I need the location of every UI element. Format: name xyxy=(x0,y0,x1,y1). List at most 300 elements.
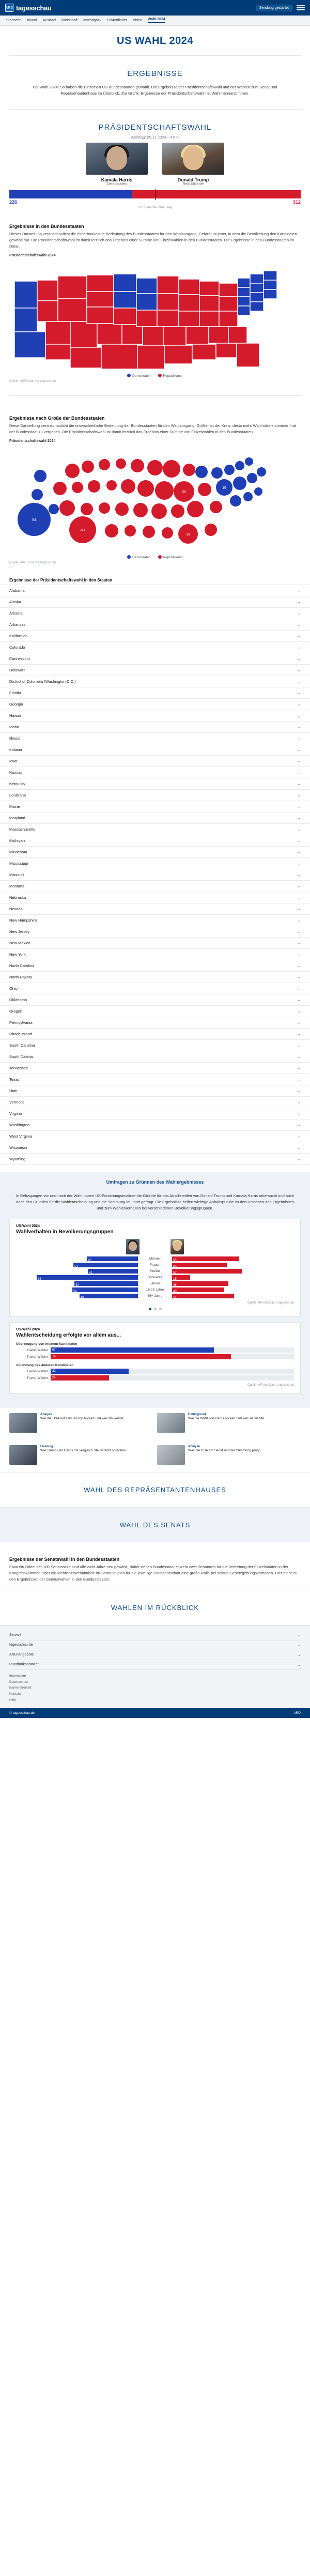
chevron-down-icon: ⌄ xyxy=(297,1054,301,1059)
copyright: © tagesschau.de xyxy=(9,1711,35,1715)
map-section-1 xyxy=(0,209,310,390)
card-headshots xyxy=(16,1239,294,1254)
presidential-subtitle: Wahltag: 05.11.2024 – 48 % xyxy=(131,135,179,140)
state-name: Kalifornien xyxy=(9,634,28,638)
chevron-down-icon: ⌄ xyxy=(297,1123,301,1127)
state-name: New York xyxy=(9,952,26,957)
candidate-party: Demokraten xyxy=(106,182,127,186)
footer-link-barrierefreiheit[interactable]: Barrierefreiheit xyxy=(9,1686,32,1690)
candidate-harris xyxy=(86,143,148,186)
nav-item-video[interactable]: Video xyxy=(133,19,142,22)
teaser-row-1 xyxy=(0,1408,310,1440)
state-accordion-row[interactable] xyxy=(0,994,310,1006)
group-bar-row: 53 Frauen 45 xyxy=(16,1263,294,1267)
state-name: Virginia xyxy=(9,1111,22,1116)
state-name: Massachusetts xyxy=(9,827,36,832)
nav-item-wahl-2024[interactable]: Wahl 2024 xyxy=(148,18,165,23)
state-name: Florida xyxy=(9,691,21,695)
chevron-down-icon: ⌄ xyxy=(297,975,301,979)
state-name: Nevada xyxy=(9,907,23,911)
top-bar-right xyxy=(256,5,305,11)
state-name: Missouri xyxy=(9,872,24,877)
survey-section xyxy=(0,1172,310,1408)
carousel-dot-1[interactable] xyxy=(149,1308,151,1310)
state-name: Connecticut xyxy=(9,656,30,661)
card-source: Quelle: AP VoteCast / tagesschau xyxy=(247,1384,294,1387)
state-accordion-row[interactable] xyxy=(0,1108,310,1120)
chevron-down-icon: ⌄ xyxy=(297,634,301,638)
chevron-down-icon: ⌄ xyxy=(297,736,301,741)
chevron-down-icon: ⌄ xyxy=(297,747,301,752)
state-accordion-row[interactable] xyxy=(0,733,310,744)
nav-item-faktenfinder[interactable]: Faktenfinder xyxy=(107,19,128,22)
chevron-down-icon: ⌄ xyxy=(297,622,301,627)
map-section-2 xyxy=(0,401,310,572)
teaser-item[interactable] xyxy=(9,1413,153,1433)
chevron-down-icon: ⌄ xyxy=(297,929,301,934)
chevron-down-icon: ⌄ xyxy=(297,998,301,1002)
state-name: Maryland xyxy=(9,816,25,820)
footer-link-kontakt[interactable]: Kontakt xyxy=(9,1692,21,1696)
state-name: Pennsylvania xyxy=(9,1020,33,1025)
map2-source: Quelle: AP/Edison via tagesschau xyxy=(9,561,56,564)
intro-text: US-Wahl 2024: So haben die Einzelnen US-Bundesstaaten gewählt. Die Ergebnisse der Präsidentschaftswahl und der Wahlen zum Senat und Repräsentantenhaus im Überblick. Zur Grafik: Ergebnisse der Präsidentschaftswahl mit Wahlmännerstimmen. xyxy=(33,85,277,96)
state-name: New Hampshire xyxy=(9,918,37,923)
results-heading: ERGEBNISSE xyxy=(127,69,183,78)
chevron-down-icon: ⌄ xyxy=(297,895,301,900)
state-name: New Jersey xyxy=(9,929,30,934)
chevron-down-icon: ⌄ xyxy=(297,1032,301,1036)
legend-democrat: Demokraten xyxy=(127,555,150,559)
legend-republican: Republikaner xyxy=(158,374,183,378)
state-name: Nebraska xyxy=(9,895,26,900)
state-accordion-row[interactable] xyxy=(0,687,310,699)
teaser-item[interactable] xyxy=(9,1445,153,1465)
nav-item-ausland[interactable]: Ausland xyxy=(42,19,56,22)
map1-text: Dieses Darstellung veranschaulicht die einfarbunkelnde Bedeutung des Bundesstaaten für den Wahlausgang. Gefärbt ist jener, in dem die Bevölkerung den Kandidaten gewählt hat. Die Präsidentschaftswahl ist damit letztlich das Ergebnis einer Summe von Einzelwahlen in den Bundesstaaten. Die Ergebnisse in den Bundesstaaten im Detail. xyxy=(9,232,297,249)
chevron-down-icon: ⌄ xyxy=(298,1634,301,1637)
footer xyxy=(0,1625,310,1708)
chevron-down-icon: ⌄ xyxy=(297,759,301,763)
chevron-down-icon: ⌄ xyxy=(297,600,301,604)
group-bar-row: 42 Männer 55 xyxy=(16,1256,294,1261)
state-accordion-row[interactable] xyxy=(0,824,310,835)
chevron-down-icon: ⌄ xyxy=(297,702,301,707)
state-accordion-row[interactable] xyxy=(0,744,310,756)
page-title: US WAHL 2024 xyxy=(117,35,193,47)
state-accordion-row[interactable] xyxy=(0,847,310,858)
state-name: Mississippi xyxy=(9,861,28,866)
carousel-dot-2[interactable] xyxy=(154,1308,157,1310)
state-name: Iowa xyxy=(9,759,18,763)
teaser-kicker: Analyse xyxy=(40,1413,53,1416)
chevron-down-icon: ⌄ xyxy=(297,793,301,798)
teaser-text: Wie die USA auf Kurs Trump blicken und wer ihn wählte xyxy=(40,1417,123,1420)
state-name: New Mexico xyxy=(9,941,30,945)
state-name: Hawaii xyxy=(9,713,21,718)
state-name: Arizona xyxy=(9,611,23,616)
us-bubble-map[interactable] xyxy=(9,447,301,553)
bubble-svg xyxy=(9,447,301,553)
ard-logo-icon: ARD xyxy=(5,4,13,12)
state-name: Rhode Island xyxy=(9,1032,33,1036)
footer-link-impressum[interactable]: Impressum xyxy=(9,1674,26,1678)
teaser-image xyxy=(157,1445,185,1465)
state-accordion-row[interactable] xyxy=(0,881,310,892)
electoral-bar-wrap xyxy=(0,188,310,209)
state-accordion-row[interactable] xyxy=(0,722,310,733)
state-accordion-row[interactable] xyxy=(0,619,310,631)
card-title: Wahlverhalten in Bevölkerungsgruppen xyxy=(16,1229,114,1235)
svg-text:30: 30 xyxy=(182,490,186,494)
state-name: Kansas xyxy=(9,770,23,775)
chevron-down-icon: ⌄ xyxy=(297,1043,301,1048)
senate-heading: WAHL DES SENATS xyxy=(0,1507,310,1542)
map1-subheading: Präsidentschaftswahl 2024 xyxy=(9,254,56,257)
legend-democrat: Demokraten xyxy=(127,374,150,378)
chevron-down-icon: ⌄ xyxy=(297,691,301,695)
map1-source: Quelle: AP/Edison via tagesschau xyxy=(9,380,56,383)
electoral-values xyxy=(9,200,301,205)
state-name: Michigan xyxy=(9,838,25,843)
main-nav xyxy=(0,16,310,26)
state-accordion-row[interactable] xyxy=(0,892,310,903)
chevron-down-icon: ⌄ xyxy=(297,1145,301,1150)
chevron-down-icon: ⌄ xyxy=(297,816,301,820)
live-status-chip[interactable]: Sendung gestartet xyxy=(256,5,292,11)
motivation-bar-row: Trump-Wähler 74 xyxy=(16,1354,294,1359)
brand[interactable] xyxy=(5,4,52,12)
teaser-kicker: Analyse xyxy=(188,1445,200,1448)
state-accordion-row[interactable] xyxy=(0,1017,310,1029)
us-choropleth-map[interactable] xyxy=(9,260,301,372)
states-section-title: Ergebnisse der Präsidentschaftswahl in den Staaten xyxy=(9,578,113,582)
state-accordion-row[interactable] xyxy=(0,767,310,778)
card-kicker: US-Wahl 2024 xyxy=(16,1224,40,1228)
state-name: Utah xyxy=(9,1088,18,1093)
presidential-heading: PRÄSIDENTSCHAFTSWAHL xyxy=(98,123,212,132)
menu-icon[interactable] xyxy=(297,5,305,10)
state-accordion-row[interactable] xyxy=(0,1040,310,1051)
chevron-down-icon: ⌄ xyxy=(297,713,301,718)
chevron-down-icon: ⌄ xyxy=(297,872,301,877)
state-name: Wisconsin xyxy=(9,1145,27,1150)
state-name: Ohio xyxy=(9,986,18,991)
state-accordion-row[interactable] xyxy=(0,1063,310,1074)
divider xyxy=(9,109,301,110)
footer-bottom xyxy=(0,1708,310,1718)
divider xyxy=(9,395,301,396)
state-name: Arkansas xyxy=(9,622,26,627)
state-name: Oregon xyxy=(9,1009,23,1014)
face-shape xyxy=(106,146,127,170)
chevron-down-icon: ⌄ xyxy=(297,679,301,684)
map2-subheading: Präsidentschaftswahl 2024 xyxy=(9,439,56,443)
state-name: Vermont xyxy=(9,1100,24,1105)
state-name: West Virginia xyxy=(9,1134,32,1139)
electoral-rep-value: 312 xyxy=(292,200,301,205)
trump-thumb xyxy=(171,1239,184,1254)
state-accordion-row[interactable] xyxy=(0,983,310,994)
group-bar-row: 83 Schwarze 15 xyxy=(16,1275,294,1280)
chevron-down-icon: ⌄ xyxy=(297,656,301,661)
chevron-down-icon: ⌄ xyxy=(297,941,301,945)
group-bar-row: 54 18-29 Jahre 43 xyxy=(16,1287,294,1292)
state-accordion-row[interactable] xyxy=(0,642,310,653)
carousel-dot-3[interactable] xyxy=(159,1308,162,1310)
nav-item-investigativ[interactable]: Investigativ xyxy=(83,19,102,22)
motivation-bar-row: Trump-Wähler 24 xyxy=(16,1375,294,1381)
chevron-down-icon: ⌄ xyxy=(297,884,301,888)
chevron-down-icon: ⌄ xyxy=(297,1077,301,1082)
group-bar-row: 52 Latinos 46 xyxy=(16,1281,294,1286)
state-name: Indiana xyxy=(9,747,22,752)
state-accordion-row[interactable] xyxy=(0,926,310,938)
chevron-down-icon: ⌄ xyxy=(297,1100,301,1105)
group-bar-row: 48 65+ Jahre 51 xyxy=(16,1294,294,1298)
state-accordion-row[interactable] xyxy=(0,778,310,790)
harris-photo xyxy=(86,143,148,175)
majority-note: 270 Stimmen zum Sieg xyxy=(137,206,173,209)
chevron-down-icon: ⌄ xyxy=(297,1020,301,1025)
state-name: South Carolina xyxy=(9,1043,35,1048)
state-name: Illinois xyxy=(9,736,20,741)
teaser-item[interactable] xyxy=(157,1445,301,1465)
state-name: Tennessee xyxy=(9,1066,28,1070)
chevron-down-icon: ⌄ xyxy=(298,1644,301,1647)
state-accordion-row[interactable] xyxy=(0,1029,310,1040)
candidate-row xyxy=(0,140,310,188)
senate-section xyxy=(0,1542,310,1590)
nav-item-wirtschaft[interactable]: Wirtschaft xyxy=(61,19,78,22)
map2-legend xyxy=(9,554,301,559)
footer-item-service[interactable]: Service ⌄ xyxy=(9,1631,301,1640)
divider xyxy=(9,55,301,56)
electoral-bar-republican xyxy=(132,190,301,198)
state-name: North Dakota xyxy=(9,975,33,979)
state-accordion-row[interactable] xyxy=(0,1131,310,1142)
carousel-dots[interactable] xyxy=(16,1305,294,1310)
teaser-image xyxy=(9,1413,37,1433)
motivation-bar-row: Harris-Wähler 67 xyxy=(16,1347,294,1353)
state-accordion-row[interactable] xyxy=(0,960,310,972)
chevron-down-icon: ⌄ xyxy=(298,1663,301,1667)
card-source: Quelle: AP VoteCast / tagesschau xyxy=(247,1301,294,1305)
state-accordion-row[interactable] xyxy=(0,1006,310,1017)
survey-card-groups xyxy=(9,1219,301,1317)
majority-marker xyxy=(155,189,156,200)
state-accordion-row[interactable] xyxy=(0,608,310,619)
state-accordion-row[interactable] xyxy=(0,756,310,767)
nav-item-inland[interactable]: Inland xyxy=(27,19,37,22)
state-name: Delaware xyxy=(9,668,26,672)
state-accordion-row[interactable] xyxy=(0,915,310,926)
state-accordion-row[interactable] xyxy=(0,585,310,596)
state-accordion-row[interactable] xyxy=(0,801,310,812)
state-name: Maine xyxy=(9,804,20,809)
survey-intro: In Befragungen vor und nach der Wahl haben US-Forschungsinstitute die Gründe für das Abschneiden von Donald Trump und Kamala Harris untersucht und auch nach den Gründen für die Wahlentscheidung und die Stimmung im Land gefragt. Die Ergebnisse helfen wichtige Anhaltspunkte zu den Ursachen des Ergebnisses und zum Wählerverhalten bei verschiedenen Bevölkerungsgruppen. xyxy=(16,1193,295,1210)
candidate-party: Republikaner xyxy=(182,182,204,186)
survey-card-motivation xyxy=(9,1322,301,1393)
state-accordion-row[interactable] xyxy=(0,1085,310,1097)
state-name: Louisiana xyxy=(9,793,26,798)
house-heading: WAHL DES REPRÄSENTANTENHAUSES xyxy=(0,1472,310,1507)
chevron-down-icon: ⌄ xyxy=(297,588,301,593)
electoral-bar-democrat xyxy=(9,190,132,198)
chevron-down-icon: ⌄ xyxy=(297,1134,301,1139)
state-accordion-row[interactable] xyxy=(0,938,310,949)
chevron-down-icon: ⌄ xyxy=(297,770,301,775)
state-name: Georgia xyxy=(9,702,23,707)
footer-link-hilfe[interactable]: Hilfe xyxy=(9,1698,17,1702)
state-name: Idaho xyxy=(9,725,19,729)
state-accordion-row[interactable] xyxy=(0,1120,310,1131)
map1-legend xyxy=(9,373,301,378)
state-accordion-row[interactable] xyxy=(0,676,310,687)
state-accordion-row[interactable] xyxy=(0,631,310,642)
candidate-name: Donald Trump xyxy=(177,177,209,182)
legend-republican: Republikaner xyxy=(158,555,183,559)
state-accordion-row[interactable] xyxy=(0,835,310,847)
state-accordion-row[interactable] xyxy=(0,869,310,881)
chevron-down-icon: ⌄ xyxy=(297,1111,301,1116)
map-svg xyxy=(9,260,301,372)
chevron-down-icon: ⌄ xyxy=(297,963,301,968)
chevron-down-icon: ⌄ xyxy=(297,907,301,911)
trump-photo xyxy=(162,143,224,175)
teaser-text: Was die USA am Senat und die Stimmung prägt xyxy=(188,1449,260,1452)
state-name: South Dakota xyxy=(9,1054,33,1059)
chevron-down-icon: ⌄ xyxy=(297,645,301,650)
state-accordion-row[interactable] xyxy=(0,596,310,608)
harris-thumb xyxy=(126,1239,140,1254)
footer-item-tagesschau[interactable]: tagesschau.de ⌄ xyxy=(9,1640,301,1650)
electoral-dem-value: 226 xyxy=(9,200,18,205)
group-chart xyxy=(16,1256,294,1298)
chevron-down-icon: ⌄ xyxy=(297,850,301,854)
state-name: Wyoming xyxy=(9,1157,26,1161)
chevron-down-icon: ⌄ xyxy=(297,827,301,832)
state-accordion xyxy=(0,585,310,1165)
footer-item-rundfunk[interactable]: Rundfunkanstalten ⌄ xyxy=(9,1660,301,1670)
state-name: Oklahoma xyxy=(9,998,27,1002)
teaser-image xyxy=(157,1413,185,1433)
chevron-down-icon: ⌄ xyxy=(297,668,301,672)
chevron-down-icon: ⌄ xyxy=(297,861,301,866)
nav-item-startseite[interactable]: Startseite xyxy=(6,19,22,22)
chevron-down-icon: ⌄ xyxy=(297,1009,301,1014)
state-accordion-row[interactable] xyxy=(0,1142,310,1154)
state-name: Alabama xyxy=(9,588,25,593)
card-title: Wahlentscheidung erfolgte vor allem aus... xyxy=(16,1332,121,1338)
svg-text:19: 19 xyxy=(222,486,226,490)
motivation-chart-1 xyxy=(16,1347,294,1359)
state-accordion-row[interactable] xyxy=(0,665,310,676)
chevron-down-icon: ⌄ xyxy=(297,1066,301,1070)
state-name: District of Columbia (Washington D.C.) xyxy=(9,679,76,684)
retrospect-heading: WAHLEN IM RÜCKBLICK xyxy=(0,1590,310,1625)
state-accordion-row[interactable] xyxy=(0,972,310,983)
teaser-item[interactable] xyxy=(157,1413,301,1433)
teaser-kicker: Liveblog xyxy=(40,1445,53,1448)
state-accordion-row[interactable] xyxy=(0,1154,310,1165)
state-accordion-row[interactable] xyxy=(0,858,310,869)
svg-text:40: 40 xyxy=(81,529,85,532)
map2-text: Diese Darstellung veranschaulicht die unterschiedliche Bedeutung der Bundesstaaten für den Wahlausgang. Größer ist der Kreis, desto mehr Wahlmännerstimmen hat der Bundesstaat zu vergeben. Die Präsidentschaftswahl ist damit letztlich das Ergebnis einer Summe von Einzelwahlen in den Bundesstaaten. xyxy=(9,423,296,434)
card-kicker: US-Wahl 2024 xyxy=(16,1328,40,1331)
state-name: North Carolina xyxy=(9,963,35,968)
state-accordion-row[interactable] xyxy=(0,1097,310,1108)
top-bar xyxy=(0,0,310,16)
chevron-down-icon: ⌄ xyxy=(297,781,301,786)
chevron-down-icon: ⌄ xyxy=(297,611,301,616)
state-name: Montana xyxy=(9,884,25,888)
chevron-down-icon: ⌄ xyxy=(297,838,301,843)
chevron-down-icon: ⌄ xyxy=(297,725,301,729)
state-name: Kentucky xyxy=(9,781,25,786)
chevron-down-icon: ⌄ xyxy=(297,952,301,957)
chevron-down-icon: ⌄ xyxy=(297,1088,301,1093)
brand-name: tagesschau xyxy=(16,4,52,12)
motivation-sub-1: Überzeugung von meinem Kandidaten xyxy=(16,1342,78,1346)
map1-heading: Ergebnisse in den Bundesstaaten xyxy=(9,224,84,229)
state-accordion-row[interactable] xyxy=(0,699,310,710)
state-name: Texas xyxy=(9,1077,20,1082)
senate-result-heading: Ergebnisse der Senatswahl in den Bundesstaaten xyxy=(9,1557,120,1562)
electoral-bar xyxy=(9,190,301,198)
teaser-row-2 xyxy=(0,1440,310,1472)
state-name: Washington xyxy=(9,1123,30,1127)
group-bar-row: 41 Weiße 57 xyxy=(16,1269,294,1274)
footer-link-datenschutz[interactable]: Datenschutz xyxy=(9,1680,28,1684)
footer-links xyxy=(9,1670,301,1706)
state-accordion-row[interactable] xyxy=(0,1074,310,1085)
svg-text:54: 54 xyxy=(32,518,36,522)
state-accordion-row[interactable] xyxy=(0,1051,310,1063)
motivation-sub-2: Ablehnung des anderen Kandidaten xyxy=(16,1363,74,1367)
survey-heading: Umfragen zu Gründen des Wahlergebnisses xyxy=(106,1179,204,1185)
ard-logo-icon: ARD xyxy=(293,1711,301,1715)
state-accordion-row[interactable] xyxy=(0,653,310,665)
teaser-image xyxy=(9,1445,37,1465)
chevron-down-icon: ⌄ xyxy=(297,1157,301,1161)
state-accordion-row[interactable] xyxy=(0,790,310,801)
teaser-text: Wie Trump und Harris mit vergleich Steuerrecht sprechen xyxy=(40,1449,126,1452)
motivation-bar-row: Harris-Wähler 32 xyxy=(16,1369,294,1374)
state-name: Minnesota xyxy=(9,850,27,854)
chevron-down-icon: ⌄ xyxy=(298,1653,301,1657)
senate-result-text: Etwa ein Drittel der 100 Senatssitze sind alle zwei Jahre neu gewählt, dabei stehen Bundesstaat einzeln zwei Senatoren für die Vertretung der Einzelstaaten in der Kongresskammer. Über die Mehrheitsverhältnisse im Senat spielen für die jeweilige Präsidentschaft eine große Rolle bei seinen Gesetzgebungsvorhaben. Hier mehr zu den Ergebnissen der Senatswahlen in den Bundesstaaten. xyxy=(9,1565,298,1582)
svg-text:19: 19 xyxy=(186,533,190,536)
map2-heading: Ergebnisse nach Größe der Bundesstaaten xyxy=(9,416,105,421)
state-name: Colorado xyxy=(9,645,25,650)
teaser-kicker: Hintergrund xyxy=(188,1413,206,1416)
chevron-down-icon: ⌄ xyxy=(297,804,301,809)
state-accordion-row[interactable] xyxy=(0,903,310,915)
footer-item-ard[interactable]: ARD-Angebote ⌄ xyxy=(9,1650,301,1660)
state-accordion-row[interactable] xyxy=(0,710,310,722)
state-accordion-row[interactable] xyxy=(0,812,310,824)
state-name: Alaska xyxy=(9,600,21,604)
state-accordion-row[interactable] xyxy=(0,949,310,960)
chevron-down-icon: ⌄ xyxy=(297,918,301,923)
candidate-trump xyxy=(162,143,224,186)
chevron-down-icon: ⌄ xyxy=(297,986,301,991)
teaser-text: Wie die Wahl von Harris blicken und wer sie wählte xyxy=(188,1417,265,1420)
candidate-name: Kamala Harris xyxy=(101,177,133,182)
face-shape xyxy=(183,146,204,170)
motivation-chart-2 xyxy=(16,1369,294,1381)
